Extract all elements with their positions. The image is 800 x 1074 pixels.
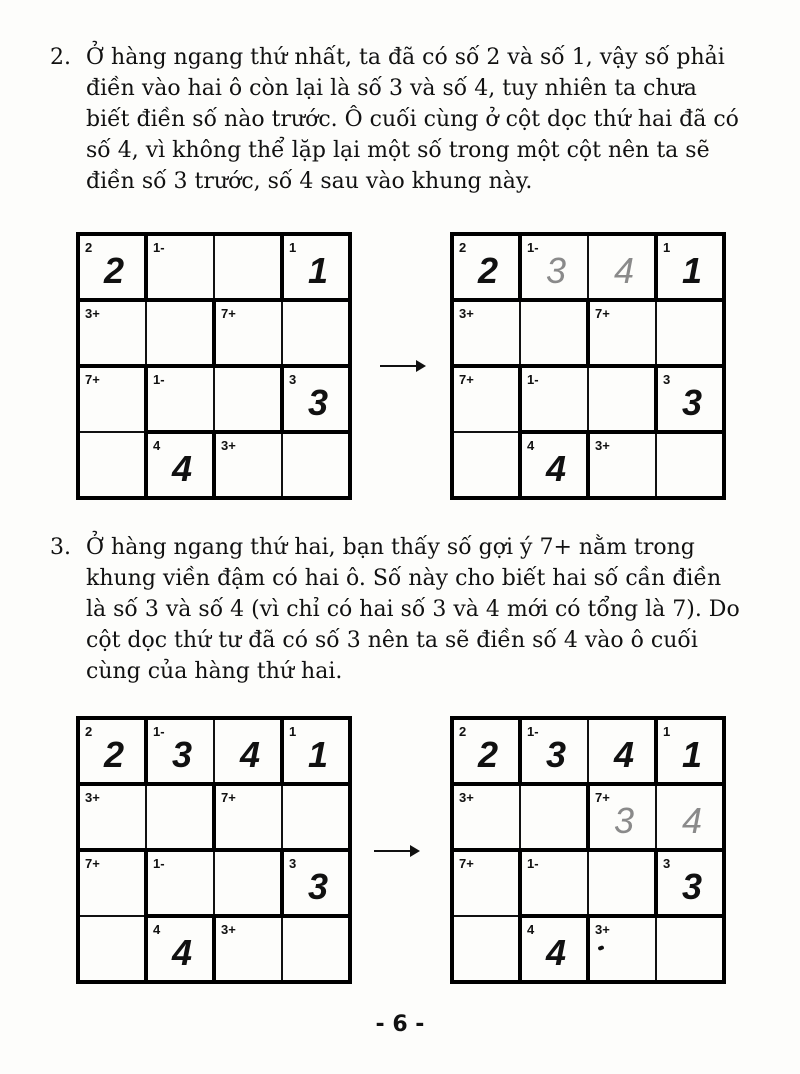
cage-border	[144, 716, 148, 786]
step-text-line: là số 3 và số 4 (vì chỉ có hai số 3 và 4 mới có tổng là 7). Do	[86, 597, 740, 622]
cage-border	[722, 298, 726, 368]
cage-border	[586, 430, 590, 500]
cage-border	[722, 364, 726, 434]
cage-border	[280, 298, 352, 302]
cage-clue: 7+	[221, 790, 236, 805]
cage-clue: 4	[527, 922, 535, 937]
cage-clue: 7+	[459, 372, 474, 387]
cage-border	[722, 716, 726, 786]
cage-border	[212, 782, 284, 786]
cage-border	[586, 980, 658, 984]
cage-border	[76, 848, 80, 918]
grid-cell	[282, 916, 350, 982]
cage-border	[450, 298, 522, 302]
cage-border	[212, 364, 284, 368]
cage-border	[586, 782, 590, 852]
cage-clue: 1-	[527, 856, 539, 871]
cage-border	[76, 364, 148, 368]
arrow-icon	[374, 850, 418, 852]
kenken-grid-step3-before	[78, 718, 350, 982]
step-text-line: số 4, vì không thể lặp lại một số trong một cột nên ta sẽ	[86, 138, 710, 163]
cage-clue: 1-	[153, 372, 165, 387]
cage-border	[518, 848, 522, 918]
cage-border	[76, 364, 80, 434]
step-text-line: biết điền số nào trước. Ô cuối cùng ở cột dọc thứ hai đã có	[86, 107, 739, 132]
cell-value: 3	[682, 866, 703, 907]
cage-border	[144, 848, 148, 918]
cage-clue: 1-	[527, 240, 539, 255]
cage-border	[280, 496, 352, 500]
cage-clue: 3+	[221, 922, 236, 937]
cage-border	[76, 496, 148, 500]
kenken-grid-step2-after	[452, 234, 724, 498]
cage-border	[144, 364, 216, 368]
cage-clue: 3	[289, 372, 297, 387]
cell-value: 3	[546, 250, 567, 291]
cage-clue: 1	[663, 724, 671, 739]
cage-border	[722, 430, 726, 500]
grid-cell	[520, 784, 588, 850]
cage-clue: 3+	[85, 790, 100, 805]
grid-cell	[146, 784, 214, 850]
kenken-grid-step2-before	[78, 234, 350, 498]
grid-cell	[452, 432, 520, 498]
cage-border	[654, 364, 726, 368]
cell-value: 3	[682, 382, 703, 423]
cage-border	[654, 848, 726, 852]
cage-border	[722, 914, 726, 984]
cell-value: 3	[308, 866, 329, 907]
grid-cell	[282, 432, 350, 498]
cage-border	[212, 298, 284, 302]
cell-value: 2	[104, 250, 125, 291]
kenken-grid-step3-after	[452, 718, 724, 982]
cage-border	[144, 364, 148, 434]
cage-border	[518, 914, 522, 984]
cage-border	[144, 782, 216, 786]
cage-border	[450, 364, 522, 368]
cage-clue: 3	[663, 372, 671, 387]
cage-clue: 4	[153, 438, 161, 453]
cage-border	[280, 232, 352, 236]
step-text-line: điền vào hai ô còn lại là số 3 và số 4, tuy nhiên ta chưa	[86, 76, 697, 101]
cage-border	[586, 232, 658, 236]
cage-border	[280, 914, 352, 918]
cage-clue: 7+	[595, 790, 610, 805]
cage-border	[212, 496, 284, 500]
cage-clue: 3+	[595, 922, 610, 937]
cell-value: 3	[172, 734, 193, 775]
cage-border	[654, 430, 726, 434]
grid-cell	[656, 300, 724, 366]
cell-value: 1	[308, 734, 329, 775]
step-number: 3.	[50, 535, 71, 560]
cage-border	[76, 430, 80, 500]
cage-border	[450, 430, 454, 500]
cell-value: 4	[240, 734, 261, 775]
cage-border	[586, 496, 658, 500]
cage-border	[722, 782, 726, 852]
grid-cell	[214, 850, 282, 916]
cage-clue: 3+	[85, 306, 100, 321]
cage-border	[348, 232, 352, 302]
step-text-line: Ở hàng ngang thứ nhất, ta đã có số 2 và số 1, vậy số phải	[86, 45, 725, 70]
cage-clue: 1-	[153, 724, 165, 739]
cage-border	[144, 298, 216, 302]
cage-border	[654, 716, 658, 786]
cage-clue: 1	[289, 724, 297, 739]
cage-border	[586, 782, 658, 786]
cage-border	[654, 782, 726, 786]
cage-border	[76, 782, 80, 852]
step-text-line: khung viền đậm có hai ô. Số này cho biết hai số cần điền	[86, 566, 722, 591]
cage-border	[518, 364, 590, 368]
step-3-paragraph	[50, 532, 770, 687]
cage-clue: 2	[459, 240, 467, 255]
cage-clue: 7+	[85, 856, 100, 871]
cage-border	[586, 914, 658, 918]
cage-border	[654, 914, 726, 918]
cage-border	[280, 782, 352, 786]
cage-clue: 7+	[221, 306, 236, 321]
cage-border	[722, 232, 726, 302]
grid-cell	[520, 300, 588, 366]
cell-value: 1	[308, 250, 329, 291]
cage-border	[76, 298, 80, 368]
cage-border	[654, 232, 726, 236]
cell-value: 4	[172, 448, 193, 489]
cage-border	[654, 232, 658, 302]
cage-clue: 4	[153, 922, 161, 937]
cage-border	[348, 298, 352, 368]
cage-border	[144, 914, 216, 918]
cage-border	[144, 232, 148, 302]
arrow-icon	[380, 365, 424, 367]
cage-border	[280, 364, 352, 368]
cage-border	[450, 298, 454, 368]
cell-value: 4	[546, 448, 567, 489]
cell-value: 1	[682, 250, 703, 291]
cell-value: 4	[546, 932, 567, 973]
cage-border	[212, 980, 284, 984]
cage-border	[212, 430, 216, 500]
cage-border	[518, 716, 590, 720]
cage-border	[518, 298, 590, 302]
cage-clue: 3+	[595, 438, 610, 453]
cage-border	[76, 716, 148, 720]
cage-border	[144, 232, 216, 236]
cage-clue: 3+	[459, 790, 474, 805]
cage-border	[212, 848, 284, 852]
cage-clue: 1	[663, 240, 671, 255]
grid-cell	[452, 916, 520, 982]
cell-value: 2	[104, 734, 125, 775]
cage-border	[280, 848, 352, 852]
cell-value: 1	[682, 734, 703, 775]
cell-value: 4	[172, 932, 193, 973]
cage-border	[450, 716, 522, 720]
cage-border	[76, 848, 148, 852]
cage-border	[212, 716, 284, 720]
cage-border	[518, 232, 590, 236]
cage-border	[450, 496, 522, 500]
cage-border	[450, 232, 454, 302]
cage-border	[518, 914, 590, 918]
cage-border	[348, 430, 352, 500]
cage-border	[518, 430, 522, 500]
step-text-line: cột dọc thứ tư đã có số 3 nên ta sẽ điền số 4 vào ô cuối	[86, 628, 698, 653]
cage-border	[518, 232, 522, 302]
cage-border	[348, 364, 352, 434]
cage-clue: 1-	[527, 724, 539, 739]
cage-clue: 7+	[85, 372, 100, 387]
cage-border	[280, 364, 284, 434]
cage-border	[450, 232, 522, 236]
cage-border	[518, 430, 590, 434]
cage-border	[586, 848, 658, 852]
cage-border	[144, 716, 216, 720]
cage-border	[654, 298, 726, 302]
cage-border	[76, 298, 148, 302]
cage-border	[348, 716, 352, 786]
cell-value: 4	[614, 250, 635, 291]
cage-border	[450, 782, 522, 786]
cage-border	[518, 980, 590, 984]
cell-value: 2	[478, 250, 499, 291]
cage-clue: 1-	[153, 856, 165, 871]
cage-border	[76, 716, 80, 786]
cage-border	[586, 914, 590, 984]
cage-border	[280, 232, 284, 302]
cage-border	[348, 782, 352, 852]
cage-border	[144, 430, 216, 434]
cage-border	[280, 716, 284, 786]
cage-border	[722, 848, 726, 918]
cage-border	[280, 980, 352, 984]
cage-clue: 2	[85, 240, 93, 255]
step-text-line: điền số 3 trước, số 4 sau vào khung này.	[86, 169, 533, 194]
step-text-line: cùng của hàng thứ hai.	[86, 659, 343, 684]
cage-clue: 2	[459, 724, 467, 739]
cage-clue: 3+	[459, 306, 474, 321]
step-2-paragraph	[50, 42, 770, 197]
cage-clue: 7+	[595, 306, 610, 321]
cage-border	[518, 496, 590, 500]
cage-border	[144, 430, 148, 500]
cage-border	[654, 716, 726, 720]
cage-clue: 2	[85, 724, 93, 739]
cage-border	[76, 914, 80, 984]
cage-clue: 1	[289, 240, 297, 255]
grid-cell	[588, 366, 656, 432]
cage-border	[518, 364, 522, 434]
cage-border	[518, 848, 590, 852]
cage-border	[450, 914, 454, 984]
cage-border	[586, 298, 658, 302]
cage-border	[450, 716, 454, 786]
grid-cell	[78, 916, 146, 982]
cage-border	[76, 782, 148, 786]
cage-border	[586, 716, 658, 720]
cell-value: 2	[478, 734, 499, 775]
cage-border	[348, 848, 352, 918]
cage-border	[212, 232, 284, 236]
step-text-line: Ở hàng ngang thứ hai, bạn thấy số gợi ý 7+ nằm trong	[86, 535, 695, 560]
cage-clue: 1-	[153, 240, 165, 255]
step-number: 2.	[50, 45, 71, 70]
cell-value: 3	[308, 382, 329, 423]
page-number: - 6 -	[375, 1012, 425, 1037]
cage-border	[450, 782, 454, 852]
cage-border	[586, 364, 658, 368]
grid-cell	[656, 916, 724, 982]
cell-value: 4	[682, 800, 703, 841]
cage-clue: 3	[289, 856, 297, 871]
cell-value: 3	[614, 800, 635, 841]
grid-cell	[146, 300, 214, 366]
cage-border	[586, 430, 658, 434]
cage-border	[280, 430, 352, 434]
cage-border	[212, 914, 216, 984]
cage-border	[144, 848, 216, 852]
cage-border	[450, 980, 522, 984]
cage-border	[450, 848, 522, 852]
cage-border	[212, 914, 284, 918]
cage-border	[518, 716, 522, 786]
grid-cell	[588, 850, 656, 916]
cage-clue: 3+	[221, 438, 236, 453]
cage-border	[654, 364, 658, 434]
cage-border	[654, 496, 726, 500]
grid-cell	[214, 234, 282, 300]
cage-border	[76, 232, 148, 236]
cage-border	[144, 980, 216, 984]
cage-border	[76, 232, 80, 302]
cage-border	[76, 980, 148, 984]
cage-border	[450, 848, 454, 918]
cage-border	[518, 782, 590, 786]
cell-value: 4	[614, 734, 635, 775]
cage-border	[450, 364, 454, 434]
cage-border	[212, 430, 284, 434]
cage-border	[348, 914, 352, 984]
grid-cell	[282, 784, 350, 850]
cage-border	[280, 716, 352, 720]
cage-clue: 4	[527, 438, 535, 453]
cage-border	[212, 782, 216, 852]
cage-clue: 1-	[527, 372, 539, 387]
cage-border	[280, 848, 284, 918]
cage-border	[586, 298, 590, 368]
cage-border	[654, 980, 726, 984]
cell-value: 3	[546, 734, 567, 775]
cage-border	[144, 914, 148, 984]
cage-border	[654, 848, 658, 918]
cage-border	[212, 298, 216, 368]
cage-clue: 3	[663, 856, 671, 871]
grid-cell	[656, 432, 724, 498]
cage-clue: 7+	[459, 856, 474, 871]
grid-cell	[78, 432, 146, 498]
cage-border	[144, 496, 216, 500]
grid-cell	[282, 300, 350, 366]
grid-cell	[214, 366, 282, 432]
